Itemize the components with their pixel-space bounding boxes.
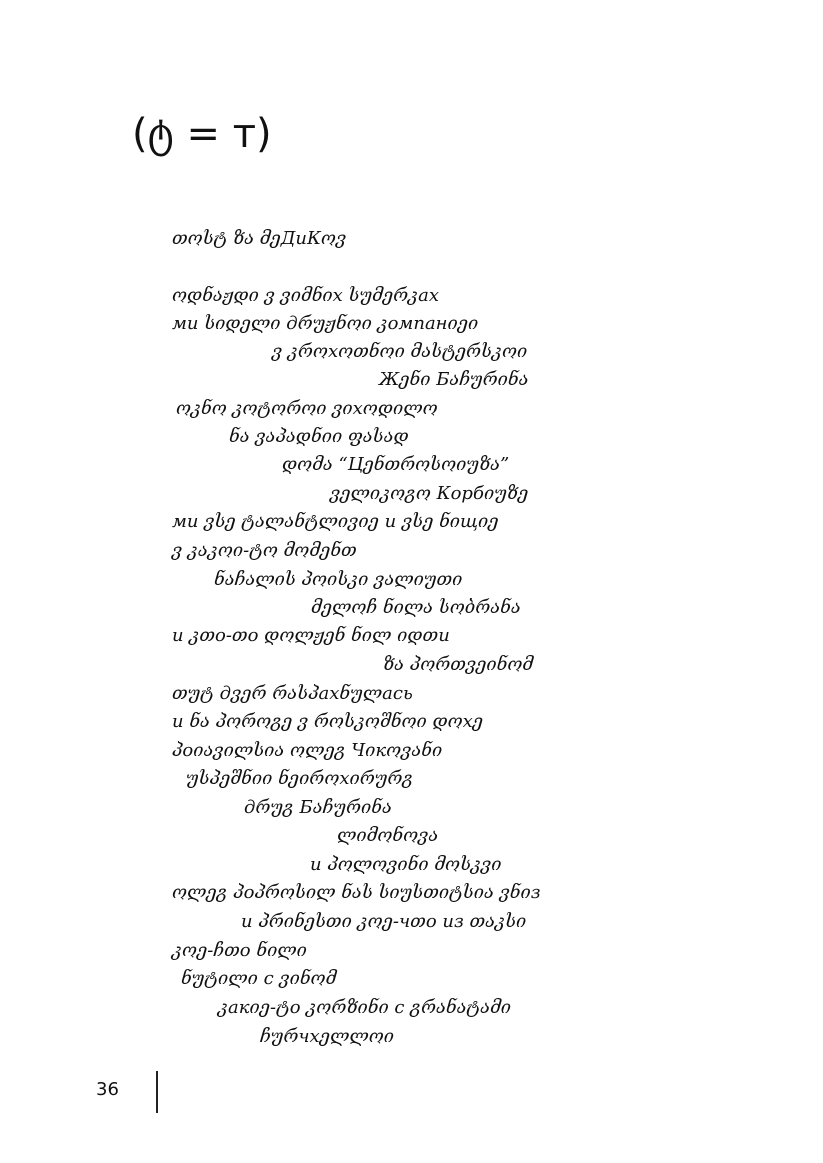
- poem-line: ნა ვაპადნიი ფასად: [229, 426, 409, 447]
- footer-divider: [156, 1071, 158, 1113]
- poem-line: ми სიდელი дრუჟნოი კомпанიეი: [172, 313, 479, 334]
- poem-line: ნაჩალის პოისკი ვალიუთი: [214, 569, 463, 590]
- poem-line: ვ კროxოთნოი მასტერსკოი: [272, 341, 528, 362]
- poem-line: ოკნო კოტოროი ვიxოდილო: [176, 398, 438, 419]
- poem-line: ოდნაჟდი ვ ვიმნიx სუმერკаx: [172, 285, 439, 306]
- poem-line: პоიავილსია ოლეგ Чიкოვანი: [172, 740, 443, 761]
- poem-line: и ნა პოროგე ვ როსკოშნოი დოxე: [172, 711, 484, 732]
- poem-line: ლიმონოვა: [337, 825, 439, 846]
- poem-line: მელოჩ ნილა სობრანა: [311, 597, 521, 618]
- poem-line: и პრინესთი კოე-чთo из თაკსი: [241, 911, 527, 932]
- page-number: 36: [96, 1079, 119, 1100]
- poem-line: თუტ дვერ რასპаxნულась: [172, 683, 413, 704]
- poem-line: დომა “Цენთროსოიუზა”: [282, 454, 510, 475]
- poem-line: и პოლოვინი მოსკვი: [310, 854, 502, 875]
- poem-line: Жენი Бაჩურინა: [379, 369, 529, 390]
- poem-line: и კთо-თо დოლჟენ ნილ იდთи: [172, 625, 450, 646]
- poem-line: თოსტ ზა მეДиКოვ: [172, 228, 347, 249]
- page-title: (ტ = т): [132, 111, 272, 157]
- poem-line: ჩურчxელლოი: [260, 1026, 394, 1047]
- poem-line: კოე-ჩთо ნილი: [172, 940, 307, 961]
- poem-line: ვ კაკოი-ტო მომენთ: [172, 540, 357, 561]
- poem-line: ზა პორთვეინომ: [383, 654, 534, 675]
- poem-line: ნუტილი с ვინომ: [181, 968, 337, 989]
- poem-line: дრუგ Бაჩურინა: [244, 797, 392, 818]
- poem-line: უსპეშნიი ნეიროxირურგ: [186, 768, 414, 789]
- poem-line: ოლეგ პоპროსილ ნას სიუსთიტსია ვნიз: [172, 882, 541, 903]
- poem-line: კакიე-ტо კორზინი с გრანატამი: [218, 997, 512, 1018]
- poem-line: ми ვსე ტალანტლივიე и ვსე ნიщიე: [172, 511, 499, 532]
- poem-line: ველიკოგო Корбიუზე: [330, 483, 529, 504]
